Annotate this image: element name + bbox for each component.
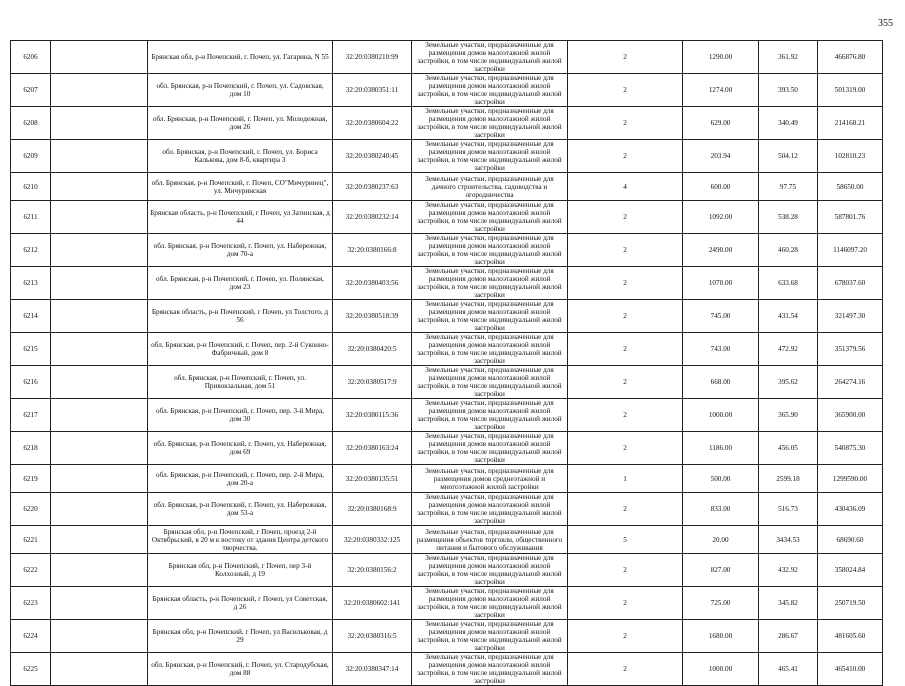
cell-specific-value: 2599.18 <box>759 465 818 493</box>
cell-specific-value: 365.90 <box>759 399 818 432</box>
cell-cadastral-number: 32:20:0380210:99 <box>333 41 412 74</box>
cell-cadastral-number: 32:20:0380403:56 <box>333 267 412 300</box>
cell-land-use: Земельные участки, предназначенные для размещения домов малоэтажной жилой застройки, в том числе индивидуальной жилой застройки <box>412 620 568 653</box>
cell-area: 1092.00 <box>683 201 759 234</box>
cell-empty <box>51 587 148 620</box>
cell-address: Брянская обл, р-н Почепский, г Почеп, ул Васильковая, д 29 <box>148 620 333 653</box>
cell-number: 6224 <box>11 620 51 653</box>
cell-specific-value: 286.67 <box>759 620 818 653</box>
cell-empty <box>51 267 148 300</box>
cell-empty <box>51 465 148 493</box>
cell-address: обл. Брянская, р-н Почепский, г. Почеп, ул. Стародубская, дом 88 <box>148 653 333 686</box>
cell-empty <box>51 333 148 366</box>
cell-area: 827.00 <box>683 554 759 587</box>
cell-area: 203.94 <box>683 140 759 173</box>
cell-cadastral-value: 58650.00 <box>818 173 883 201</box>
cell-area: 1290.00 <box>683 41 759 74</box>
cell-number: 6220 <box>11 493 51 526</box>
cell-use-group: 2 <box>568 432 683 465</box>
cell-number: 6218 <box>11 432 51 465</box>
cell-specific-value: 393.50 <box>759 74 818 107</box>
cell-land-use: Земельные участки, предназначенные для размещения домов малоэтажной жилой застройки, в том числе индивидуальной жилой застройки <box>412 653 568 686</box>
cell-address: обл. Брянская, р-н Почепский, г. Почеп, ул. Набережная, дом 70-а <box>148 234 333 267</box>
cell-cadastral-number: 32:20:0380347:14 <box>333 653 412 686</box>
cell-specific-value: 460.28 <box>759 234 818 267</box>
cell-use-group: 2 <box>568 300 683 333</box>
cell-specific-value: 465.41 <box>759 653 818 686</box>
cell-number: 6221 <box>11 526 51 554</box>
cell-cadastral-value: 430436.09 <box>818 493 883 526</box>
cell-area: 668.00 <box>683 366 759 399</box>
cell-number: 6225 <box>11 653 51 686</box>
cell-cadastral-value: 587801.76 <box>818 201 883 234</box>
table-row <box>11 201 883 234</box>
cell-land-use: Земельные участки, предназначенные для размещения домов малоэтажной жилой застройки, в том числе индивидуальной жилой застройки <box>412 74 568 107</box>
cell-area: 600.00 <box>683 173 759 201</box>
cell-number: 6208 <box>11 107 51 140</box>
cell-specific-value: 472.92 <box>759 333 818 366</box>
cell-use-group: 2 <box>568 234 683 267</box>
cell-number: 6210 <box>11 173 51 201</box>
cell-empty <box>51 300 148 333</box>
cell-cadastral-number: 32:20:0380135:51 <box>333 465 412 493</box>
table-row <box>11 554 883 587</box>
cell-number: 6209 <box>11 140 51 173</box>
cell-specific-value: 340.49 <box>759 107 818 140</box>
land-registry-table <box>10 40 883 686</box>
cell-land-use: Земельные участки, предназначенные для размещения домов малоэтажной жилой застройки, в том числе индивидуальной жилой застройки <box>412 234 568 267</box>
cell-specific-value: 432.92 <box>759 554 818 587</box>
cell-cadastral-value: 678037.60 <box>818 267 883 300</box>
cell-use-group: 2 <box>568 653 683 686</box>
cell-cadastral-value: 501319.00 <box>818 74 883 107</box>
table-row <box>11 300 883 333</box>
cell-area: 20.00 <box>683 526 759 554</box>
cell-specific-value: 361.92 <box>759 41 818 74</box>
table-row <box>11 432 883 465</box>
cell-use-group: 2 <box>568 554 683 587</box>
cell-empty <box>51 554 148 587</box>
cell-cadastral-number: 32:20:0380168:9 <box>333 493 412 526</box>
table-row <box>11 234 883 267</box>
cell-use-group: 2 <box>568 620 683 653</box>
cell-address: Брянская обл, р-н Почепский, г Почеп, проезд 2-й Октябрьский, в 20 м к востоку от здания Центра детского творчества. <box>148 526 333 554</box>
table-row <box>11 173 883 201</box>
cell-empty <box>51 140 148 173</box>
cell-use-group: 2 <box>568 41 683 74</box>
cell-specific-value: 516.73 <box>759 493 818 526</box>
cell-cadastral-number: 32:20:0380604:22 <box>333 107 412 140</box>
table-row <box>11 620 883 653</box>
cell-cadastral-value: 465410.00 <box>818 653 883 686</box>
cell-empty <box>51 366 148 399</box>
cell-cadastral-value: 365900.00 <box>818 399 883 432</box>
cell-land-use: Земельные участки, предназначенные для дачного строительства, садоводства и огородничества <box>412 173 568 201</box>
cell-number: 6207 <box>11 74 51 107</box>
cell-area: 500.00 <box>683 465 759 493</box>
table-row <box>11 366 883 399</box>
cell-use-group: 2 <box>568 333 683 366</box>
cell-cadastral-value: 214168.21 <box>818 107 883 140</box>
table-row <box>11 493 883 526</box>
cell-cadastral-value: 466876.80 <box>818 41 883 74</box>
cell-area: 1070.00 <box>683 267 759 300</box>
cell-land-use: Земельные участки, предназначенные для размещения домов малоэтажной жилой застройки, в том числе индивидуальной жилой застройки <box>412 300 568 333</box>
cell-area: 725.00 <box>683 587 759 620</box>
cell-cadastral-number: 32:20:0380156:2 <box>333 554 412 587</box>
table-row <box>11 267 883 300</box>
cell-address: Брянская обл, р-н Почепский, г. Почеп, ул. Гагарина, N 55 <box>148 41 333 74</box>
cell-land-use: Земельные участки, предназначенные для размещения домов малоэтажной жилой застройки, в том числе индивидуальной жилой застройки <box>412 333 568 366</box>
cell-specific-value: 431.54 <box>759 300 818 333</box>
cell-use-group: 1 <box>568 465 683 493</box>
table-row <box>11 41 883 74</box>
cell-address: обл. Брянская, р-н Почепский, г. Почеп, ул. Бориса Калькова, дом 8-б, квартира 3 <box>148 140 333 173</box>
cell-use-group: 2 <box>568 366 683 399</box>
cell-cadastral-number: 32:20:0380332:125 <box>333 526 412 554</box>
cell-area: 1274.00 <box>683 74 759 107</box>
cell-specific-value: 538.28 <box>759 201 818 234</box>
cell-land-use: Земельные участки, предназначенные для размещения домов малоэтажной жилой застройки, в том числе индивидуальной жилой застройки <box>412 399 568 432</box>
cell-land-use: Земельные участки, предназначенные для размещения домов малоэтажной жилой застройки, в том числе индивидуальной жилой застройки <box>412 432 568 465</box>
cell-specific-value: 97.75 <box>759 173 818 201</box>
cell-empty <box>51 201 148 234</box>
cell-number: 6219 <box>11 465 51 493</box>
cell-use-group: 2 <box>568 399 683 432</box>
cell-address: Брянская обл, р-н Почепский, г Почеп, пер 3-й Колхозный, д 19 <box>148 554 333 587</box>
cell-land-use: Земельные участки, предназначенные для размещения домов малоэтажной жилой застройки, в том числе индивидуальной жилой застройки <box>412 366 568 399</box>
table-row <box>11 74 883 107</box>
cell-land-use: Земельные участки, предназначенные для размещения домов среднеэтажной и многоэтажной жилой застройки <box>412 465 568 493</box>
cell-cadastral-value: 321497.30 <box>818 300 883 333</box>
cell-use-group: 2 <box>568 74 683 107</box>
cell-empty <box>51 526 148 554</box>
cell-address: Брянская область, р-н Почепский, г Почеп, ул Советская, д 26 <box>148 587 333 620</box>
cell-use-group: 2 <box>568 140 683 173</box>
cell-cadastral-value: 1146097.20 <box>818 234 883 267</box>
cell-number: 6211 <box>11 201 51 234</box>
cell-number: 6212 <box>11 234 51 267</box>
cell-cadastral-number: 32:20:0380163:24 <box>333 432 412 465</box>
cell-cadastral-value: 358024.84 <box>818 554 883 587</box>
cell-address: обл. Брянская, р-н Почепский, г. Почеп, ул. Молодежная, дом 26 <box>148 107 333 140</box>
cell-empty <box>51 107 148 140</box>
cell-number: 6213 <box>11 267 51 300</box>
cell-cadastral-number: 32:20:0380602:141 <box>333 587 412 620</box>
cell-empty <box>51 41 148 74</box>
cell-use-group: 5 <box>568 526 683 554</box>
cell-area: 743.00 <box>683 333 759 366</box>
cell-number: 6214 <box>11 300 51 333</box>
table-row <box>11 140 883 173</box>
cell-use-group: 2 <box>568 493 683 526</box>
cell-number: 6216 <box>11 366 51 399</box>
table-row <box>11 333 883 366</box>
cell-use-group: 2 <box>568 587 683 620</box>
cell-cadastral-value: 540875.30 <box>818 432 883 465</box>
cell-land-use: Земельные участки, предназначенные для размещения домов малоэтажной жилой застройки, в том числе индивидуальной жилой застройки <box>412 587 568 620</box>
cell-area: 833.00 <box>683 493 759 526</box>
cell-address: обл. Брянская, р-н Почепский, г. Почеп, пер. 2-й Мира, дом 20-а <box>148 465 333 493</box>
cell-address: обл. Брянская, р-н Почепский, г. Почеп, ул. Набережная, дом 69 <box>148 432 333 465</box>
cell-land-use: Земельные участки, предназначенные для размещения домов малоэтажной жилой застройки, в том числе индивидуальной жилой застройки <box>412 493 568 526</box>
cell-cadastral-number: 32:20:0380420:5 <box>333 333 412 366</box>
cell-cadastral-value: 1299590.00 <box>818 465 883 493</box>
cell-specific-value: 456.05 <box>759 432 818 465</box>
cell-cadastral-number: 32:20:0380166:8 <box>333 234 412 267</box>
table-row <box>11 526 883 554</box>
cell-cadastral-number: 32:20:0380351:11 <box>333 74 412 107</box>
cell-use-group: 2 <box>568 201 683 234</box>
cell-use-group: 4 <box>568 173 683 201</box>
cell-area: 1000.00 <box>683 653 759 686</box>
cell-cadastral-value: 481605.60 <box>818 620 883 653</box>
cell-land-use: Земельные участки, предназначенные для размещения домов малоэтажной жилой застройки, в том числе индивидуальной жилой застройки <box>412 41 568 74</box>
cell-specific-value: 633.68 <box>759 267 818 300</box>
cell-land-use: Земельные участки, предназначенные для размещения домов малоэтажной жилой застройки, в том числе индивидуальной жилой застройки <box>412 201 568 234</box>
cell-empty <box>51 653 148 686</box>
cell-number: 6222 <box>11 554 51 587</box>
cell-cadastral-number: 32:20:0380518:39 <box>333 300 412 333</box>
cell-cadastral-value: 250719.50 <box>818 587 883 620</box>
table-row <box>11 399 883 432</box>
cell-area: 745.00 <box>683 300 759 333</box>
table-row <box>11 465 883 493</box>
cell-number: 6206 <box>11 41 51 74</box>
cell-empty <box>51 74 148 107</box>
table-row <box>11 587 883 620</box>
table-row <box>11 107 883 140</box>
cell-use-group: 2 <box>568 107 683 140</box>
cell-area: 1680.00 <box>683 620 759 653</box>
cell-area: 1186.00 <box>683 432 759 465</box>
cell-empty <box>51 432 148 465</box>
cell-empty <box>51 234 148 267</box>
cell-cadastral-number: 32:20:0380115:36 <box>333 399 412 432</box>
cell-specific-value: 395.62 <box>759 366 818 399</box>
cell-empty <box>51 493 148 526</box>
cell-address: обл. Брянская, р-н Почепский, г. Почеп, пер. 3-й Мира, дом 30 <box>148 399 333 432</box>
cell-cadastral-value: 264274.16 <box>818 366 883 399</box>
cell-specific-value: 3434.53 <box>759 526 818 554</box>
cell-use-group: 2 <box>568 267 683 300</box>
cell-address: обл. Брянская, р-н Почепский, г. Почеп, ул. Привокзальная, дом 51 <box>148 366 333 399</box>
cell-specific-value: 504.12 <box>759 140 818 173</box>
cell-empty <box>51 173 148 201</box>
cell-address: обл. Брянская, р-н Почепский, г. Почеп, СО"Мичуринец", ул. Мичуринская <box>148 173 333 201</box>
cell-number: 6215 <box>11 333 51 366</box>
cell-land-use: Земельные участки, предназначенные для размещения домов малоэтажной жилой застройки, в том числе индивидуальной жилой застройки <box>412 107 568 140</box>
cell-address: обл. Брянская, р-н Почепский, г. Почеп, ул. Садовская, дом 10 <box>148 74 333 107</box>
cell-land-use: Земельные участки, предназначенные для размещения объектов торговли, общественного питания и бытового обслуживания <box>412 526 568 554</box>
cell-land-use: Земельные участки, предназначенные для размещения домов малоэтажной жилой застройки, в том числе индивидуальной жилой застройки <box>412 140 568 173</box>
cell-specific-value: 345.82 <box>759 587 818 620</box>
cell-land-use: Земельные участки, предназначенные для размещения домов малоэтажной жилой застройки, в том числе индивидуальной жилой застройки <box>412 554 568 587</box>
cell-address: обл. Брянская, р-н Почепский, г. Почеп, ул. Набережная, дом 53-а <box>148 493 333 526</box>
cell-cadastral-number: 32:20:0380232:14 <box>333 201 412 234</box>
cell-cadastral-value: 68690.60 <box>818 526 883 554</box>
cell-address: Брянская область, р-н Почепский, г Почеп, ул Толстого, д 56 <box>148 300 333 333</box>
cell-area: 1000.00 <box>683 399 759 432</box>
cell-address: обл. Брянская, р-н Почепский, г. Почеп, пер. 2-й Суконно-Фабричный, дом 8 <box>148 333 333 366</box>
table-row <box>11 653 883 686</box>
cell-number: 6217 <box>11 399 51 432</box>
cell-cadastral-number: 32:20:0380316:5 <box>333 620 412 653</box>
cell-cadastral-number: 32:20:0380237:63 <box>333 173 412 201</box>
cell-cadastral-value: 102810.23 <box>818 140 883 173</box>
cell-number: 6223 <box>11 587 51 620</box>
cell-area: 629.00 <box>683 107 759 140</box>
cell-cadastral-number: 32:20:0380240:45 <box>333 140 412 173</box>
cell-empty <box>51 399 148 432</box>
cell-address: обл. Брянская, р-н Почепский, г. Почеп, ул. Полянская, дом 23 <box>148 267 333 300</box>
cell-empty <box>51 620 148 653</box>
cell-area: 2490.00 <box>683 234 759 267</box>
cell-cadastral-number: 32:20:0380517:9 <box>333 366 412 399</box>
page-number: 355 <box>878 18 893 29</box>
cell-land-use: Земельные участки, предназначенные для размещения домов малоэтажной жилой застройки, в том числе индивидуальной жилой застройки <box>412 267 568 300</box>
cell-cadastral-value: 351379.56 <box>818 333 883 366</box>
cell-address: Брянская область, р-н Почепский, г Почеп, ул Затинская, д 44 <box>148 201 333 234</box>
